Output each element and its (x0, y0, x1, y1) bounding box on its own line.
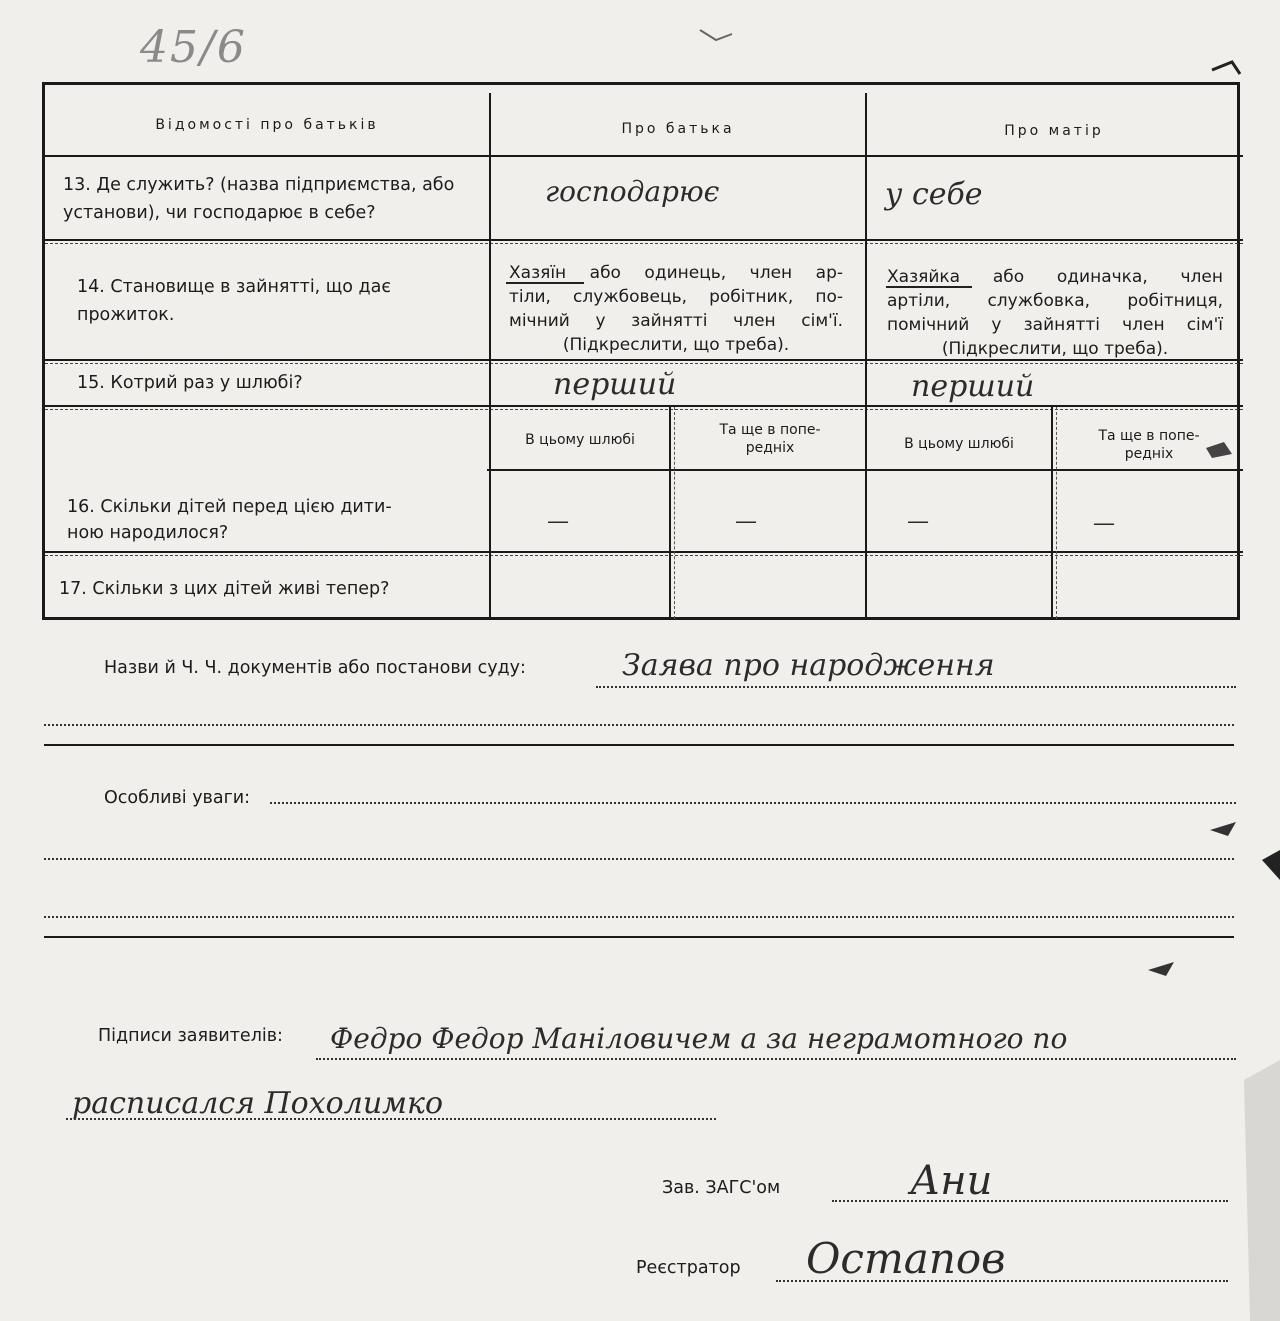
subheader-previous-mother-2: редніх (1124, 446, 1174, 462)
documents-label: Назви й Ч. Ч. документів або постанови суду: (104, 658, 526, 678)
signatures-field-line-2 (66, 1118, 716, 1120)
header-father: Про батька (621, 121, 735, 137)
paper-mark (1210, 822, 1236, 836)
answer-15-father: перший (553, 367, 677, 402)
signatures-line1: Федро Федор Маніловичем а за неграмотного по (330, 1022, 1068, 1055)
children-previous-father: — (735, 509, 757, 534)
answer-13-mother: у себе (885, 177, 983, 212)
paper-edge (1244, 1060, 1280, 1321)
question-16-line2: ною народилося? (67, 523, 229, 543)
subheader-previous-father-2: редніх (745, 440, 795, 456)
subheader-previous-mother-1: Та ще в попе- (1098, 428, 1200, 444)
registrar-signature: Остапов (806, 1234, 1006, 1283)
row-divider (45, 551, 1243, 553)
registrar-field-line (776, 1280, 1228, 1282)
signatures-label: Підписи заявителів: (98, 1026, 283, 1046)
remarks-field-line-2 (44, 858, 1234, 860)
status-mother-line3: помічний у зайнятті член сім'ї (887, 315, 1223, 335)
paper-mark (1212, 62, 1240, 74)
children-previous-mother: — (1093, 511, 1115, 536)
paper-mark (1148, 962, 1174, 976)
registrar-label: Реєстратор (636, 1258, 741, 1278)
column-divider (1051, 407, 1053, 619)
header-mother: Про матір (1004, 123, 1104, 139)
header-info: Відомості про батьків (155, 117, 379, 133)
documents-field-line (596, 686, 1236, 688)
question-16-line1: 16. Скільки дітей перед цією дити- (67, 497, 392, 517)
status-father-line1: Хазяїн або одинець, член ар- (509, 263, 843, 283)
column-divider (669, 407, 671, 619)
status-father-line2: тіли, службовець, робітник, по- (509, 287, 843, 307)
status-mother-line1: Хазяйка або одиначка, член (887, 267, 1223, 287)
row-divider (45, 155, 1243, 157)
zags-head-signature: Ани (910, 1158, 993, 1204)
section-divider (44, 936, 1234, 938)
signatures-field-line (316, 1058, 1236, 1060)
zags-head-label: Зав. ЗАГС'ом (662, 1178, 781, 1198)
remarks-label: Особливі уваги: (104, 788, 251, 808)
section-divider (44, 744, 1234, 746)
documents-value: Заява про народження (622, 648, 995, 683)
question-14: 14. Становище в зайнятті, що дає прожиток. (77, 277, 391, 325)
subheader-this-marriage-mother: В цьому шлюбі (904, 436, 1014, 452)
children-this-marriage-father: — (547, 509, 569, 534)
paper-mark (700, 30, 732, 40)
remarks-field-line (270, 802, 1236, 804)
subheader-previous-father-1: Та ще в попе- (719, 422, 821, 438)
answer-15-mother: перший (911, 369, 1035, 404)
status-father-line4: (Підкреслити, що треба). (562, 335, 790, 355)
documents-field-line-2 (44, 724, 1234, 726)
row-divider (45, 405, 1243, 407)
signatures-line2: расписался Похолимко (72, 1086, 444, 1121)
column-divider (489, 93, 491, 619)
paper-mark (1262, 850, 1280, 880)
question-13: 13. Де служить? (назва підприємства, або установи), чи господарює в себе? (63, 175, 455, 223)
question-17: 17. Скільки з цих дітей живі тепер? (59, 579, 390, 599)
status-mother-line2: артіли, службовка, робітниця, (887, 291, 1223, 311)
status-father-line3: мічний у зайнятті член сім'ї. (509, 311, 843, 331)
answer-13-father: господарює (545, 175, 720, 208)
status-mother-line4: (Підкреслити, що треба). (941, 339, 1169, 359)
children-this-marriage-mother: — (907, 509, 929, 534)
archive-number: 45/6 (140, 22, 247, 73)
question-15: 15. Котрий раз у шлюбі? (77, 373, 303, 393)
subheader-this-marriage-father: В цьому шлюбі (525, 432, 635, 448)
row-divider (45, 239, 1243, 241)
column-divider (865, 93, 867, 619)
parents-info-table (42, 82, 1240, 620)
zags-head-field-line (832, 1200, 1228, 1202)
remarks-field-line-3 (44, 916, 1234, 918)
